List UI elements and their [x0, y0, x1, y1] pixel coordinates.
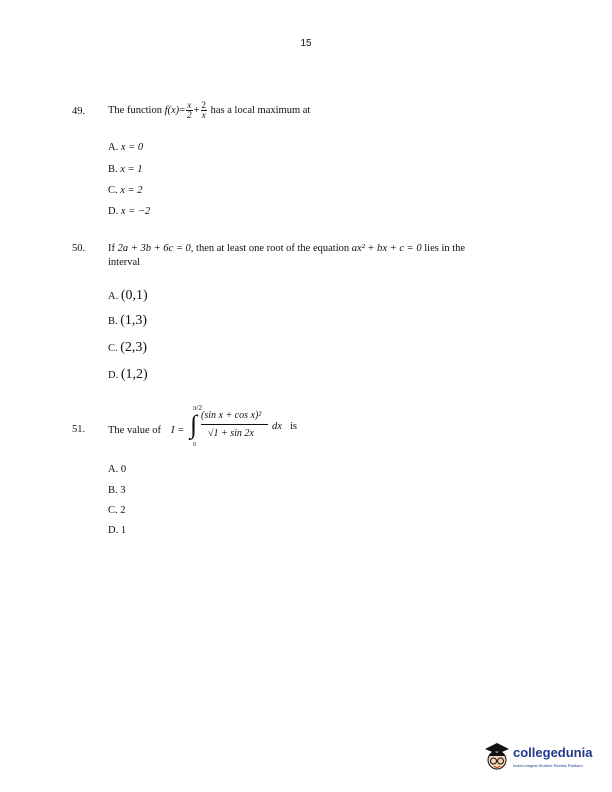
question-middle: , then at least one root of the equation: [190, 243, 350, 254]
option-a[interactable]: A. x = 0: [108, 142, 144, 153]
equation-expression: ax² + bx + c = 0: [351, 243, 422, 254]
question-tail: lies in the: [424, 243, 466, 254]
plus-sign: +: [193, 104, 200, 116]
function-label: f(x): [164, 104, 180, 116]
question-number: 49.: [72, 106, 86, 117]
question-lead: The function: [108, 104, 162, 116]
question-tail: is: [290, 421, 298, 432]
option-c[interactable]: C. x = 2: [108, 185, 143, 196]
differential: dx: [272, 421, 282, 432]
page-number: 15: [300, 38, 312, 49]
question-lead: If: [108, 243, 115, 254]
option-b[interactable]: B. (1,3): [108, 313, 148, 328]
option-a[interactable]: A. 0: [108, 464, 127, 475]
lower-limit: 0: [193, 442, 196, 448]
integrand-numerator: (sin x + cos x)²: [201, 410, 262, 421]
question-text-line2: interval: [108, 257, 141, 268]
variable-label: I =: [171, 425, 185, 436]
option-c[interactable]: C. (2,3): [108, 340, 148, 355]
equals-sign: =: [179, 104, 186, 116]
option-a[interactable]: A. (0,1): [108, 288, 148, 303]
option-d[interactable]: D. (1,2): [108, 367, 148, 382]
integrand-denominator: √1 + sin 2x: [208, 428, 254, 439]
question-tail: has a local maximum at: [210, 104, 311, 116]
fraction-x-over-2: $\frac{x}{2}$: [187, 100, 192, 120]
fraction-2-over-x: $\frac{2}{x}$: [201, 100, 206, 120]
option-d[interactable]: D. 1: [108, 525, 127, 536]
question-number: 51.: [72, 424, 86, 435]
condition-expression: 2a + 3b + 6c = 0: [117, 243, 191, 254]
option-d[interactable]: D. x = −2: [108, 206, 151, 217]
upper-limit: π/2: [193, 404, 202, 412]
fraction-bar: [201, 424, 268, 425]
logo-tagline: India's largest Student Review Platform: [513, 763, 583, 768]
mascot-icon: [483, 741, 511, 775]
question-text: [108, 242, 548, 256]
option-b[interactable]: B. x = 1: [108, 164, 143, 175]
integral-sign: ∫: [190, 410, 198, 439]
logo-wordmark: collegedunia: [513, 745, 593, 760]
option-c[interactable]: C. 2: [108, 505, 126, 516]
question-lead: The value of: [108, 425, 162, 436]
question-text: [108, 101, 310, 120]
option-b[interactable]: B. 3: [108, 485, 126, 496]
question-number: 50.: [72, 243, 86, 254]
